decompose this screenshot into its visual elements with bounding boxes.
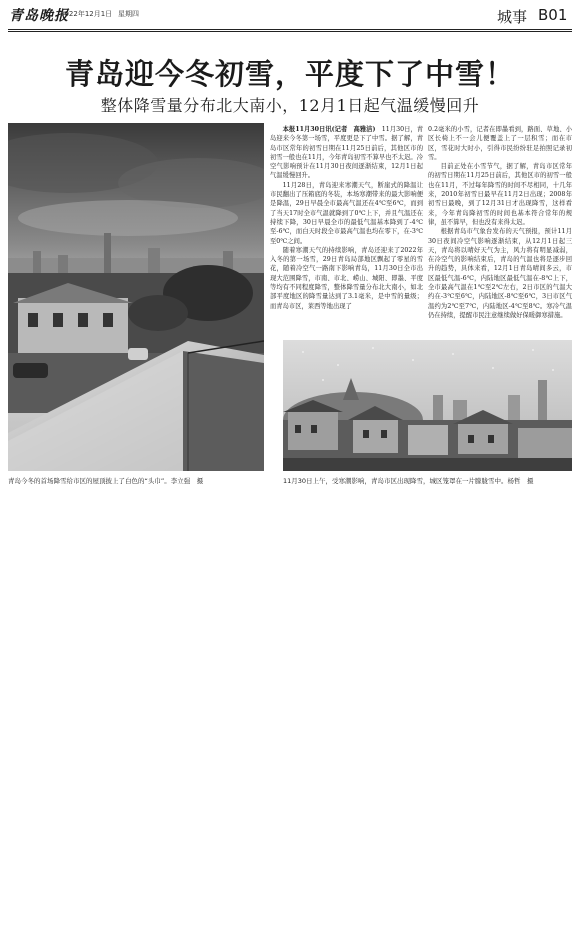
- header-rule: [8, 29, 572, 30]
- page-number: B01: [538, 6, 568, 24]
- paragraph: 随着寒潮天气的持续影响，青岛还迎来了2022年入冬的第一场雪，29日青岛局部地区飘起了零星的雪花，随着冷空气一路南下影响青岛，11月30日全市出现大范围降雪，市南、市北、崂山、城阳、即墨、平度等均有不同程度降雪，整体降雪量分布北大南小，如北部平度地区的降雪量达到了3.1毫米，是中雪的量级；而青岛市区，莱西等地出现了: [270, 246, 423, 310]
- masthead-logo: 青岛晚报: [9, 8, 69, 24]
- article-column-2: [428, 125, 572, 335]
- paragraph: 目前正处在小雪节气，据了解，青岛市区常年的初雪日期在11月25日前后，其他区市的初雪一般也在11月，不过每年降雪的时间不尽相同，十几年来，2010年初雪日最早在11月2日出现；2008年初雪日最晚，到了12月31日才出现降雪，这样看来，今年青岛降初雪的时间也基本符合常年的规律，虽不算早，但也没有来得太迟。: [428, 163, 572, 226]
- paragraph: 0.2毫米的小雪，记者在即墨看到，路面、草地、小区长椅上不一会儿便覆盖上了一层积雪；而在市区，雪花时大时小，引得市民纷纷驻足拍照记录初雪。: [428, 126, 572, 161]
- section-name: 城事: [497, 8, 528, 26]
- header-rule-thin: [8, 31, 572, 32]
- issue-date: 2022年12月1日: [60, 10, 113, 18]
- left-photo-caption: 青岛今冬的首场降雪给市区的屋顶披上了白色的“头巾”。李立强 摄: [8, 477, 204, 485]
- issue-weekday: 星期四: [118, 10, 139, 18]
- right-photo-caption: 11月30日上午，受寒潮影响，青岛市区出现降雪，城区笼罩在一片朦胧雪中。杨哲 摄: [283, 477, 534, 485]
- paragraph: 11月28日，青岛迎来寒潮天气，断崖式的降温让市民翻出了压箱底的冬装，本场寒潮带来的最大影响便是降温，29日早晨全市最高气温还在4℃至6℃，而到了当天17时全市气温就降到了0℃上下，并且气温还在持续下降，30日早晨全市的最低气温基本降到了-4℃至-6℃，而白天时段全市最高气温也均在零下，在-3℃至0℃之间。: [270, 181, 423, 245]
- subheadline: 整体降雪量分布北大南小，12月1日起气温缓慢回升: [100, 96, 480, 115]
- paragraph: 根据青岛市气象台发布的天气预报，预计11月30日夜间冷空气影响逐渐结束，从12月1日起三天，青岛将以晴好天气为主，风力将有明显减弱，在冷空气的影响结束后，青岛的气温也将是逐步回升的趋势，具体来看，12月1日青岛晴间多云，市区最低气温-6℃，内陆地区最低气温在-8℃上下，全市最高气温在1℃至2℃左右，2日市区的气温大约在-3℃至6℃，内陆地区-8℃至6℃，3日市区气温约为2℃至7℃，内陆地区-4℃至8℃。寒冷气温仍在持续，提醒市民注意继续做好保暖御寒措施。: [428, 228, 572, 319]
- paragraph: 11月30日，青岛迎来今冬第一场雪，平度更是下了中雪。据了解，青岛市区常年的初雪日期在11月25日前后，其他区市的初雪一般也在11月，今年青岛初雪不算早也不太迟。冷空气影响预计在11月30日夜间逐渐结束，12月1日起气温缓慢回升。: [270, 126, 423, 180]
- headline: 青岛迎今冬初雪，平度下了中雪！: [64, 57, 515, 91]
- article-column-1: [270, 125, 423, 335]
- dateline: 本报11月30日讯(记者 高雅洁): [282, 126, 376, 133]
- left-photo-rooftops: [8, 123, 264, 471]
- right-photo-city-snow: [283, 340, 572, 471]
